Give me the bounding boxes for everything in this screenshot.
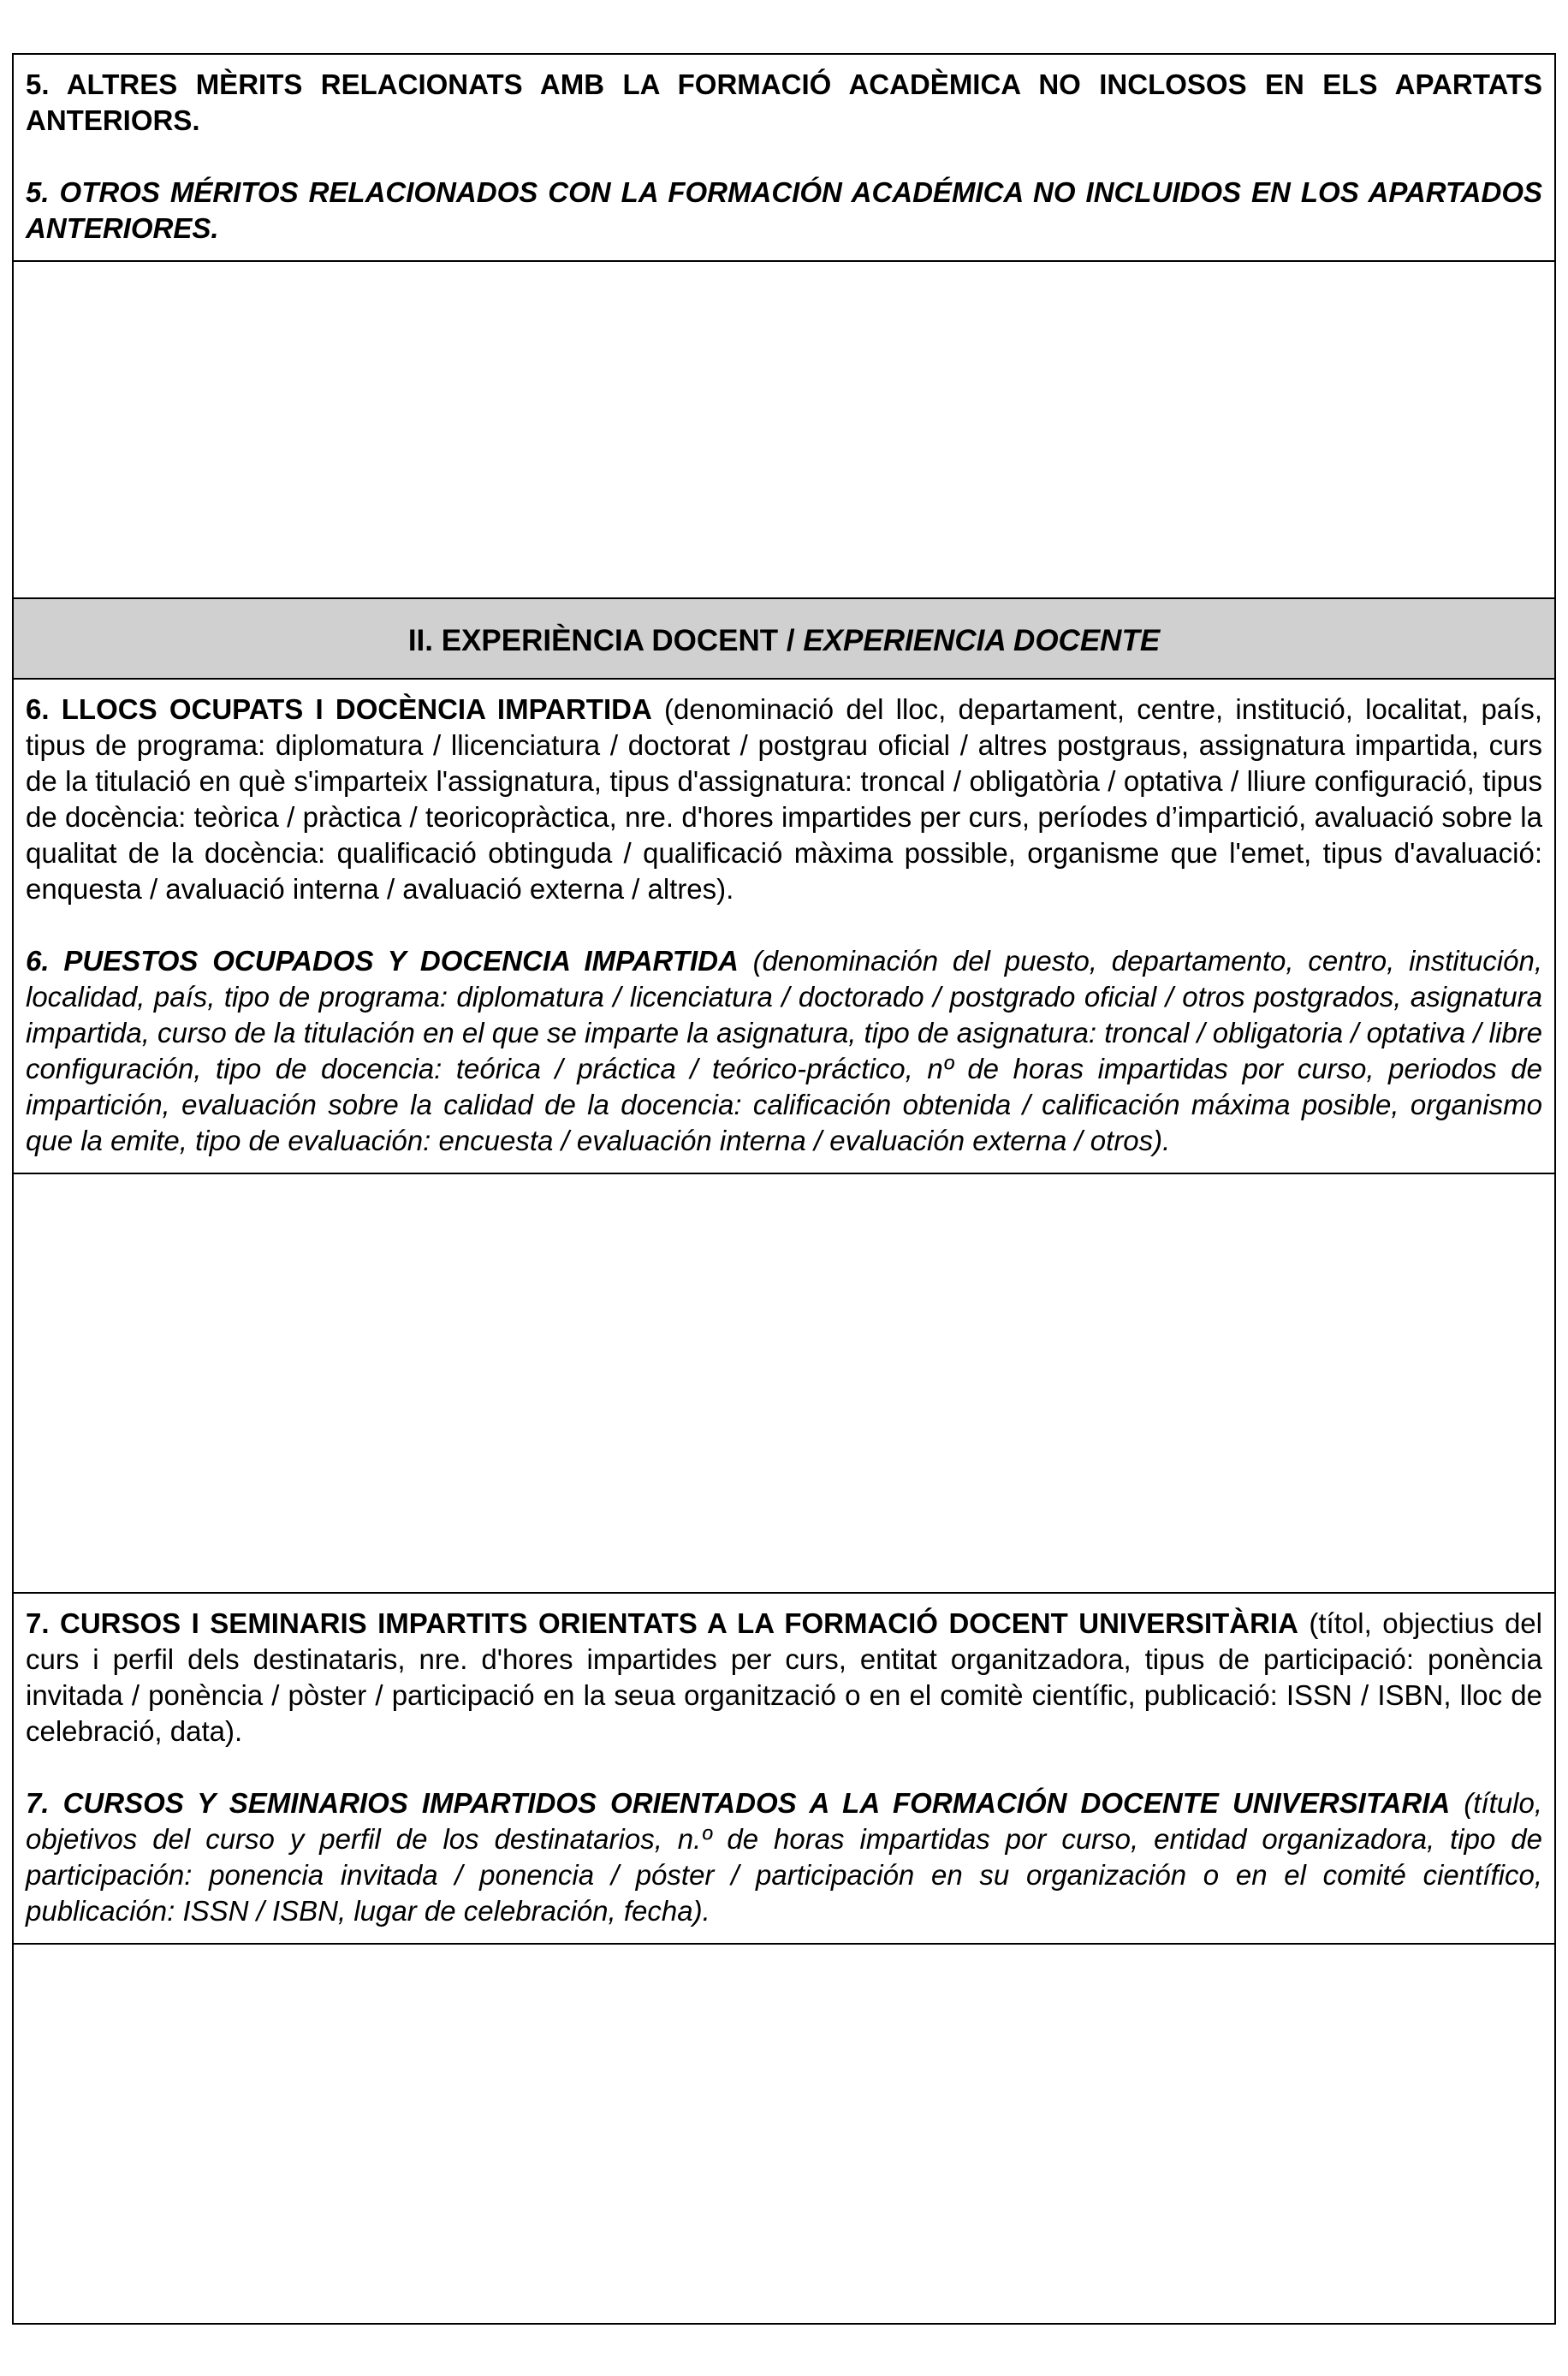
section-5-answer-field[interactable]: [14, 262, 1554, 599]
section-7-desc-es: (título, objetivos del curso y perfil de los destinatarios, n.º de horas impartidas por curso, entidad organizadora, tipo de participación: ponencia invitada / ponencia / póster / participación en su organización o en el comité científico, publicación: ISSN / ISBN, lugar de celebración, fecha).: [26, 1787, 1542, 1927]
section-6-header: [14, 680, 1554, 1174]
section-6-answer-field[interactable]: [14, 1174, 1554, 1594]
section-5-title-es: 5. OTROS MÉRITOS RELACIONADOS CON LA FORMACIÓN ACADÉMICA NO INCLUIDOS EN LOS APARTADOS ANTERIORES.: [26, 176, 1542, 244]
section-ii-title-ca: II. EXPERIÈNCIA DOCENT /: [407, 624, 804, 657]
section-7-paragraph-ca: [26, 1606, 1542, 1749]
section-ii-header: [14, 599, 1554, 680]
section-7-answer-field[interactable]: [14, 1945, 1554, 2323]
section-6-desc-ca: (denominació del lloc, departament, centre, institució, localitat, país, tipus de programa: diplomatura / llicenciatura / doctorat / postgrau oficial / altres postgraus, assignatura impartida, curs de la titulació en què s'imparteix l'assignatura, tipus d'assignatura: troncal / obligatòria / optativa / lliure configuració, tipus de docència: teòrica / pràctica / teoricopràctica, nre. d'hores impartides per curs, períodes d’impartició, avaluació sobre la qualitat de la docència: qualificació obtinguda / qualificació màxima possible, organisme que l'emet, tipus d'avaluació: enquesta / avaluació interna / avaluació externa / altres).: [26, 693, 1542, 905]
section-ii-title-es: EXPERIENCIA DOCENTE: [803, 624, 1161, 657]
section-6-title-ca: 6. LLOCS OCUPATS I DOCÈNCIA IMPARTIDA: [26, 693, 652, 725]
section-7-title-es: 7. CURSOS Y SEMINARIOS IMPARTIDOS ORIENTADOS A LA FORMACIÓN DOCENTE UNIVERSITARIA: [26, 1787, 1451, 1819]
section-6-desc-es: (denominación del puesto, departamento, centro, institución, localidad, país, tipo de programa: diplomatura / licenciatura / doctorado / postgrado oficial / otros postgrados, asignatura impartida, curso de la titulación en el que se imparte la asignatura, tipo de asignatura: troncal / obligatoria / optativa / libre configuración, tipo de docencia: teórica / práctica / teórico-práctico, nº de horas impartidas por curso, periodos de impartición, evaluación sobre la calidad de la docencia: calificación obtenida / calificación máxima posible, organismo que la emite, tipo de evaluación: encuesta / evaluación interna / evaluación externa / otros).: [26, 945, 1543, 1156]
section-5-header: [14, 55, 1554, 262]
cv-form-table: [12, 53, 1556, 2325]
section-5-title-ca: 5. ALTRES MÈRITS RELACIONATS AMB LA FORMACIÓ ACADÈMICA NO INCLOSOS EN ELS APARTATS ANTERIORS.: [26, 68, 1542, 136]
section-7-desc-ca: (títol, objectius del curs i perfil dels destinataris, nre. d'hores impartides per curs, entitat organitzadora, tipus de participació: ponència invitada / ponència / pòster / participació en la seua organització o en el comitè científic, publicació: ISSN / ISBN, lloc de celebració, data).: [26, 1607, 1542, 1747]
section-6-paragraph-ca: [26, 692, 1542, 907]
section-7-title-ca: 7. CURSOS I SEMINARIS IMPARTITS ORIENTATS A LA FORMACIÓ DOCENT UNIVERSITÀRIA: [26, 1607, 1298, 1639]
section-7-header: [14, 1594, 1554, 1945]
section-7-paragraph-es: [26, 1785, 1542, 1929]
section-6-title-es: 6. PUESTOS OCUPADOS Y DOCENCIA IMPARTIDA: [26, 945, 739, 977]
section-6-paragraph-es: [26, 943, 1542, 1159]
